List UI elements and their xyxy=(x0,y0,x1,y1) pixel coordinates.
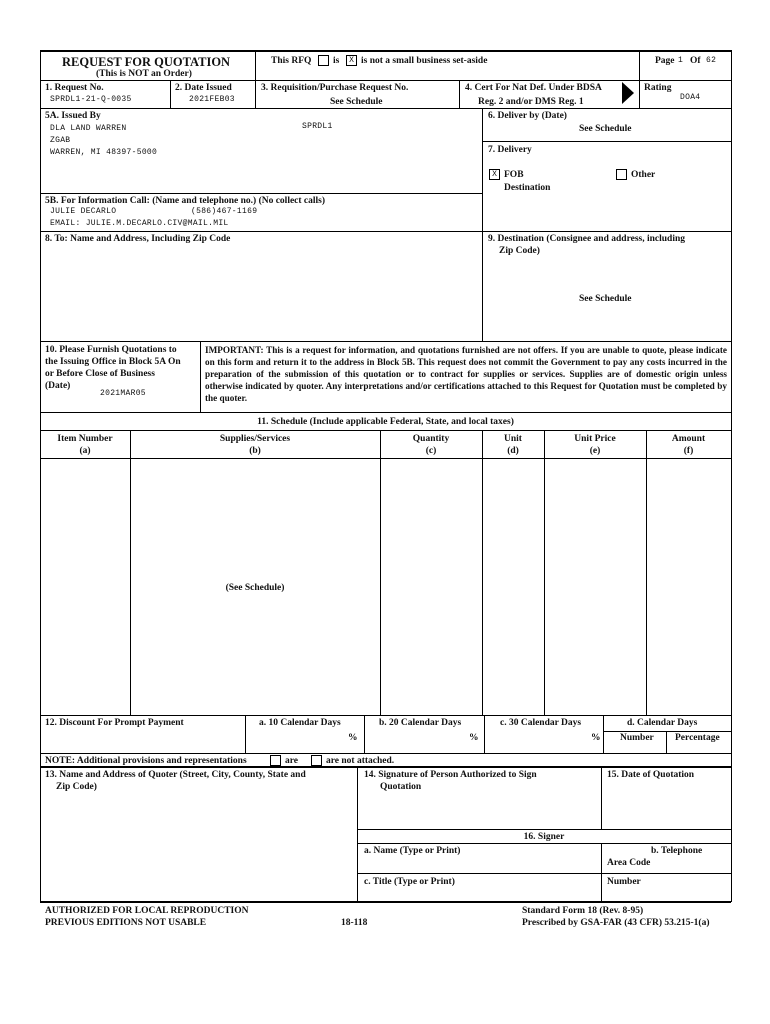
date-issued: 2021FEB03 xyxy=(189,95,235,104)
quote-due-date: 2021MAR05 xyxy=(100,389,146,398)
divider xyxy=(40,766,731,768)
divider xyxy=(357,843,731,844)
divider xyxy=(40,80,731,81)
requisition-number: See Schedule xyxy=(330,97,383,107)
provisions-are-not-checkbox[interactable] xyxy=(311,755,322,766)
divider xyxy=(245,715,246,753)
fob-destination-checkbox[interactable]: X xyxy=(489,169,500,180)
issuer-code: SPRDL1 xyxy=(302,122,333,131)
block4-label: 4. Cert For Nat Def. Under BDSA xyxy=(465,83,602,93)
schedule-body-text: (See Schedule) xyxy=(225,583,285,593)
schedule-title: 11. Schedule (Include applicable Federal, State, and local taxes) xyxy=(257,417,514,427)
discount-percentage-label: Percentage xyxy=(675,733,720,743)
setaside-is-checkbox[interactable] xyxy=(318,55,329,66)
divider xyxy=(357,873,731,874)
block10-label: the Issuing Office in Block 5A On xyxy=(45,357,181,367)
request-number: SPRDL1-21-Q-0035 xyxy=(50,95,132,104)
other-label: Other xyxy=(631,170,656,180)
divider xyxy=(459,80,460,108)
divider xyxy=(357,829,731,830)
issuer-address-line: WARREN, MI 48397-5000 xyxy=(50,148,158,157)
fob-label: FOB xyxy=(504,170,524,180)
discount-10-days: a. 10 Calendar Days xyxy=(259,718,341,728)
col-letter: (e) xyxy=(589,446,601,456)
discount-calendar-days: d. Calendar Days xyxy=(627,718,698,728)
divider xyxy=(40,430,731,431)
divider xyxy=(40,193,482,194)
footer-reproduction: AUTHORIZED FOR LOCAL REPRODUCTION xyxy=(45,906,249,916)
important-notice: IMPORTANT: This is a request for information, and quotations furnished are not offers. If you are unable to quote, please indicate on this form and return it to the address in Block 5B. This request does not commit the Government to pay any costs incurred in the preparation of the submission of this quotation or to contract for supplies or services. Supplies are of domestic origin unless otherwise indicated by quoter. Any interpretations and/or certifications attached to this Request for Quotation must be completed by the quoter. xyxy=(205,345,727,403)
col-header-quantity: Quantity xyxy=(412,434,450,444)
schedule-col-divider xyxy=(130,430,131,715)
col-header-item-number: Item Number xyxy=(57,434,113,444)
setaside-label: is not a small business set-aside xyxy=(361,56,488,66)
block8-label: 8. To: Name and Address, Including Zip Code xyxy=(45,234,231,244)
col-header-unit: Unit xyxy=(504,434,522,444)
col-header-supplies: Supplies/Services xyxy=(219,434,291,444)
fob-destination-label: Destination xyxy=(504,183,551,193)
block1-label: 1. Request No. xyxy=(45,83,104,93)
discount-30-days: c. 30 Calendar Days xyxy=(500,718,582,728)
footer-editions: PREVIOUS EDITIONS NOT USABLE xyxy=(45,918,207,928)
form-left-border xyxy=(40,50,41,902)
block13-label: 13. Name and Address of Quoter (Street, City, County, State and xyxy=(45,770,306,780)
divider xyxy=(364,715,365,753)
discount-20-days: b. 20 Calendar Days xyxy=(379,718,462,728)
are-label: are xyxy=(285,756,299,766)
divider xyxy=(40,715,731,716)
divider xyxy=(666,731,667,753)
form-subtitle: (This is NOT an Order) xyxy=(96,69,192,79)
schedule-col-divider xyxy=(544,430,545,715)
block9-label: 9. Destination (Consignee and address, including xyxy=(488,234,685,244)
block5b-label: 5B. For Information Call: (Name and telephone no.) (No collect calls) xyxy=(45,196,326,206)
signer-name-label: a. Name (Type or Print) xyxy=(364,846,461,856)
signer-title-label: c. Title (Type or Print) xyxy=(364,877,455,887)
col-letter: (d) xyxy=(507,446,519,456)
page-label: Page xyxy=(655,56,675,66)
form-right-border xyxy=(731,50,732,902)
page-total: 62 xyxy=(706,56,717,65)
block5a-label: 5A. Issued By xyxy=(45,111,101,121)
divider xyxy=(170,80,171,108)
deliver-by-value: See Schedule xyxy=(579,124,632,134)
percent-sign: % xyxy=(348,733,358,743)
divider xyxy=(200,341,201,412)
percent-sign: % xyxy=(591,733,601,743)
divider xyxy=(40,412,731,413)
col-letter: (f) xyxy=(683,446,694,456)
form-bottom-border xyxy=(40,901,731,903)
divider xyxy=(482,141,731,142)
footer-standard-form: Standard Form 18 (Rev. 8-95) xyxy=(522,906,644,916)
divider xyxy=(601,766,602,829)
divider xyxy=(40,753,731,754)
block15-label: 15. Date of Quotation xyxy=(607,770,695,780)
divider xyxy=(255,50,256,80)
contact-phone: (586)467-1169 xyxy=(191,207,258,216)
block10-label: 10. Please Furnish Quotations to xyxy=(45,345,177,355)
block3-label: 3. Requisition/Purchase Request No. xyxy=(261,83,409,93)
col-letter: (a) xyxy=(79,446,91,456)
divider xyxy=(601,843,602,901)
form-top-border xyxy=(40,50,731,52)
block10-label: or Before Close of Business xyxy=(45,369,155,379)
rfq-is-label: is xyxy=(333,56,340,66)
schedule-col-divider xyxy=(380,430,381,715)
divider xyxy=(40,231,731,232)
are-not-label: are not attached. xyxy=(326,756,395,766)
contact-name: JULIE DECARLO xyxy=(50,207,117,216)
discount-number-label: Number xyxy=(620,733,654,743)
col-letter: (c) xyxy=(425,446,437,456)
col-header-unit-price: Unit Price xyxy=(574,434,616,444)
form-title: REQUEST FOR QUOTATION xyxy=(62,55,231,69)
col-header-amount: Amount xyxy=(671,434,706,444)
footer-form-number: 18-118 xyxy=(341,918,368,928)
signer-telephone-label: b. Telephone xyxy=(651,846,703,856)
rfq-label: This RFQ xyxy=(271,56,312,66)
schedule-col-divider xyxy=(646,430,647,715)
col-letter: (b) xyxy=(249,446,261,456)
block7-label: 7. Delivery xyxy=(488,145,532,155)
contact-email: EMAIL: JULIE.M.DECARLO.CIV@MAIL.MIL xyxy=(50,219,229,228)
of-label: Of xyxy=(690,56,701,66)
block14-label-2: Quotation xyxy=(380,782,422,792)
phone-number-label: Number xyxy=(607,877,641,887)
block12-label: 12. Discount For Prompt Payment xyxy=(45,718,184,728)
rating-label: Rating xyxy=(644,83,672,93)
percent-sign: % xyxy=(469,733,479,743)
divider xyxy=(603,731,731,732)
block10-label: (Date) xyxy=(45,381,71,391)
issuer-address-line: DLA LAND WARREN xyxy=(50,124,127,133)
divider xyxy=(482,108,483,341)
schedule-col-divider xyxy=(482,430,483,715)
divider xyxy=(40,458,731,459)
other-delivery-checkbox[interactable] xyxy=(616,169,627,180)
block16-label: 16. Signer xyxy=(523,832,565,842)
divider xyxy=(603,715,604,753)
block13-label-2: Zip Code) xyxy=(56,782,97,792)
destination-value: See Schedule xyxy=(579,294,632,304)
divider xyxy=(639,50,640,80)
block9-label-2: Zip Code) xyxy=(499,246,540,256)
area-code-label: Area Code xyxy=(607,858,651,868)
page-number: 1 xyxy=(678,56,684,65)
note-label: NOTE: Additional provisions and representations xyxy=(45,756,247,766)
rating-value: DOA4 xyxy=(680,93,701,102)
issuer-address-line: ZGAB xyxy=(50,136,71,145)
provisions-are-checkbox[interactable] xyxy=(270,755,281,766)
block14-label: 14. Signature of Person Authorized to Sign xyxy=(364,770,537,780)
divider xyxy=(40,341,731,342)
divider xyxy=(40,108,731,109)
divider xyxy=(255,80,256,108)
footer-prescribed-by: Prescribed by GSA-FAR (43 CFR) 53.215-1(a) xyxy=(522,918,710,928)
setaside-is-not-checkbox[interactable]: X xyxy=(346,55,357,66)
divider xyxy=(639,80,640,108)
block2-label: 2. Date Issued xyxy=(175,83,232,93)
block6-label: 6. Deliver by (Date) xyxy=(488,111,567,121)
block4-label-2: Reg. 2 and/or DMS Reg. 1 xyxy=(478,97,584,107)
arrow-right-icon xyxy=(622,82,634,104)
divider xyxy=(484,715,485,753)
